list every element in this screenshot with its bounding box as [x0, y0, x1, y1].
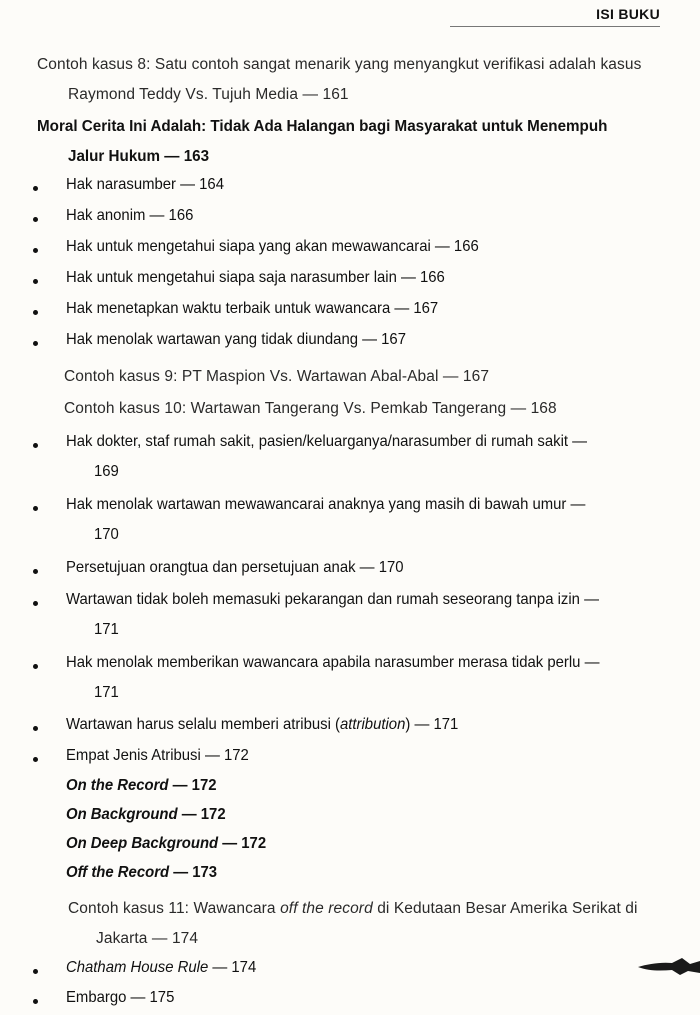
sub-item-page: — 172 — [172, 777, 217, 794]
toc-item-line-1: Hak menolak wartawan mewawancarai anaknya yang masih di bawah umur — — [66, 496, 586, 513]
sub-item-page: — 173 — [173, 864, 218, 881]
toc-item: Persetujuan orangtua dan persetujuan anak — 170 — [66, 559, 404, 576]
case-11-line-1 — [68, 900, 638, 918]
running-header: ISI BUKU — [596, 6, 660, 22]
moral-heading-line-1: Moral Cerita Ini Adalah: Tidak Ada Halangan bagi Masyarakat untuk Menempuh — [37, 118, 608, 135]
sub-item-label: On Deep Background — [66, 835, 219, 852]
toc-item: Hak narasumber — 164 — [66, 176, 224, 193]
bullet-icon — [33, 726, 38, 731]
toc-item-line-1: Hak dokter, staf rumah sakit, pasien/keluarganya/narasumber di rumah sakit — — [66, 433, 588, 450]
sub-item-page: — 172 — [181, 806, 226, 823]
toc-item-line-2: 171 — [94, 684, 119, 701]
bullet-icon — [33, 217, 38, 222]
case-emphasis: off the record — [280, 900, 373, 917]
bullet-icon — [33, 969, 38, 974]
sub-item-on-background — [66, 806, 226, 824]
bookmark-icon — [638, 955, 700, 977]
toc-item-line-2: 170 — [94, 526, 119, 543]
toc-item: Hak untuk mengetahui siapa saja narasumber lain — 166 — [66, 269, 445, 286]
bullet-icon — [33, 341, 38, 346]
bullet-icon — [33, 279, 38, 284]
toc-item: Hak untuk mengetahui siapa yang akan mewawancarai — 166 — [66, 238, 479, 255]
case-text: di Kedutaan Besar Amerika Serikat di — [372, 900, 638, 917]
toc-item: Hak menolak wartawan yang tidak diundang — 167 — [66, 331, 406, 348]
toc-item: Embargo — 175 — [66, 989, 175, 1006]
sub-item-on-the-record — [66, 777, 217, 795]
case-10: Contoh kasus 10: Wartawan Tangerang Vs. Pemkab Tangerang — 168 — [64, 400, 557, 417]
bullet-icon — [33, 506, 38, 511]
bullet-icon — [33, 569, 38, 574]
sub-item-label: On the Record — [66, 777, 169, 794]
case-8-line-1: Contoh kasus 8: Satu contoh sangat menarik yang menyangkut verifikasi adalah kasus — [37, 56, 642, 73]
toc-item-line-1: Wartawan tidak boleh memasuki pekarangan dan rumah seseorang tanpa izin — — [66, 591, 599, 608]
sub-item-on-deep-background — [66, 835, 266, 853]
toc-item-page: — 174 — [208, 959, 257, 976]
toc-item: Empat Jenis Atribusi — 172 — [66, 747, 249, 764]
bullet-icon — [33, 310, 38, 315]
toc-item-text: Wartawan harus selalu memberi atribusi ( — [66, 716, 341, 733]
toc-item: Hak menetapkan waktu terbaik untuk wawancara — 167 — [66, 300, 439, 317]
toc-item-page: ) — 171 — [405, 716, 459, 733]
moral-heading-line-2: Jalur Hukum — 163 — [68, 148, 210, 165]
sub-item-label: Off the Record — [66, 864, 170, 881]
bullet-icon — [33, 248, 38, 253]
toc-item-line-1: Hak menolak memberikan wawancara apabila narasumber merasa tidak perlu — — [66, 654, 600, 671]
sub-item-page: — 172 — [222, 835, 267, 852]
bullet-icon — [33, 443, 38, 448]
bullet-icon — [33, 999, 38, 1004]
case-8-line-2: Raymond Teddy Vs. Tujuh Media — 161 — [68, 86, 349, 103]
toc-item-emphasis: attribution — [340, 716, 406, 733]
case-text: Contoh kasus 11: Wawancara — [68, 900, 281, 917]
sub-item-label: On Background — [66, 806, 178, 823]
toc-item-chatham — [66, 959, 256, 977]
sub-item-off-the-record — [66, 864, 217, 882]
toc-item-line-2: 169 — [94, 463, 119, 480]
toc-item-line-2: 171 — [94, 621, 119, 638]
bullet-icon — [33, 664, 38, 669]
case-11-line-2: Jakarta — 174 — [96, 930, 199, 947]
toc-item-emphasis: Chatham House Rule — [66, 959, 209, 976]
toc-item-attribution — [66, 716, 458, 734]
toc-item: Hak anonim — 166 — [66, 207, 194, 224]
header-rule — [450, 26, 660, 27]
bullet-icon — [33, 186, 38, 191]
bullet-icon — [33, 757, 38, 762]
case-9: Contoh kasus 9: PT Maspion Vs. Wartawan Abal-Abal — 167 — [64, 368, 490, 385]
bullet-icon — [33, 601, 38, 606]
